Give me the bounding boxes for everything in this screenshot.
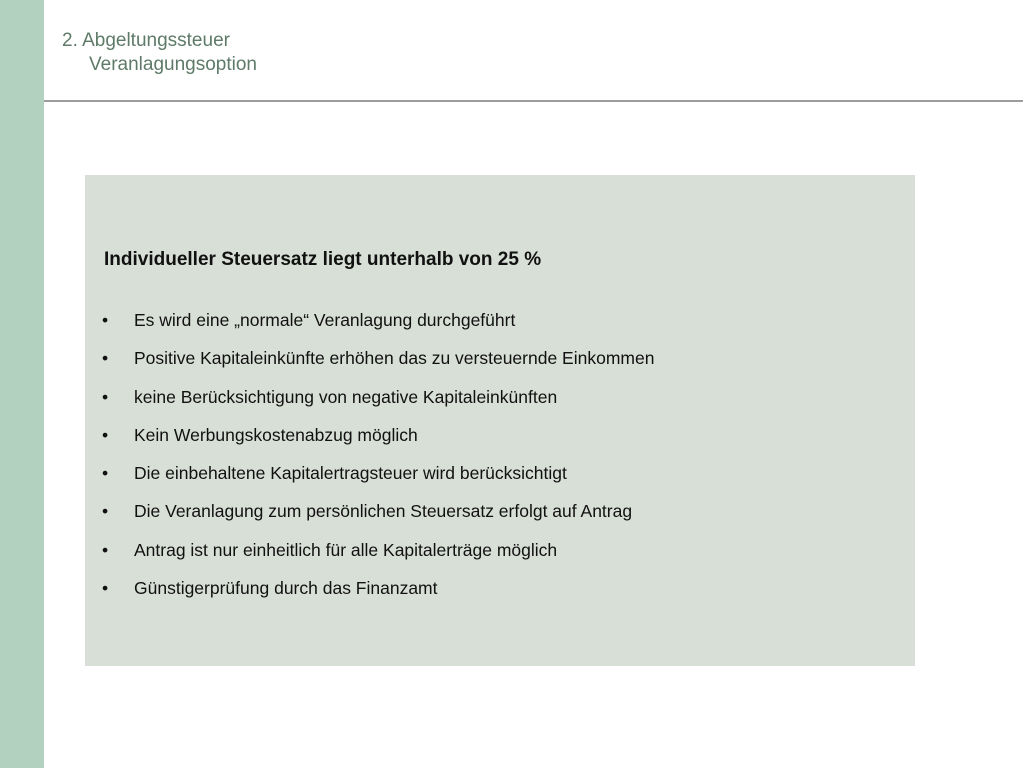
bullet-text: Die einbehaltene Kapitalertragsteuer wird berücksichtigt	[134, 463, 567, 484]
bullet-text: keine Berücksichtigung von negative Kapitaleinkünften	[134, 386, 558, 407]
bullet-text: Antrag ist nur einheitlich für alle Kapitalerträge möglich	[134, 539, 558, 560]
bullet-icon: •	[102, 463, 109, 484]
slide-title: 2. Abgeltungssteuer	[62, 30, 230, 51]
bullet-icon: •	[102, 501, 109, 522]
bullet-text: Es wird eine „normale“ Veranlagung durchgeführt	[134, 310, 516, 330]
title-divider	[44, 100, 1023, 102]
side-accent-band	[0, 0, 44, 768]
bullet-icon: •	[102, 539, 109, 560]
bullet-icon: •	[102, 386, 109, 407]
box-heading: Individueller Steuersatz liegt unterhalb von 25 %	[104, 249, 542, 270]
bullet-icon: •	[102, 310, 109, 330]
bullet-text: Positive Kapitaleinkünfte erhöhen das zu versteuernde Einkommen	[134, 348, 655, 369]
bullet-text: Günstigerprüfung durch das Finanzamt	[134, 578, 438, 599]
slide-heading	[62, 29, 257, 77]
bullet-text: Kein Werbungskostenabzug möglich	[134, 424, 418, 445]
bullet-icon: •	[102, 348, 109, 369]
content-box	[85, 175, 915, 666]
bullet-text: Die Veranlagung zum persönlichen Steuersatz erfolgt auf Antrag	[134, 501, 633, 522]
bullet-icon: •	[102, 578, 109, 599]
bullet-icon: •	[102, 424, 109, 445]
slide-subtitle: Veranlagungsoption	[89, 54, 257, 75]
